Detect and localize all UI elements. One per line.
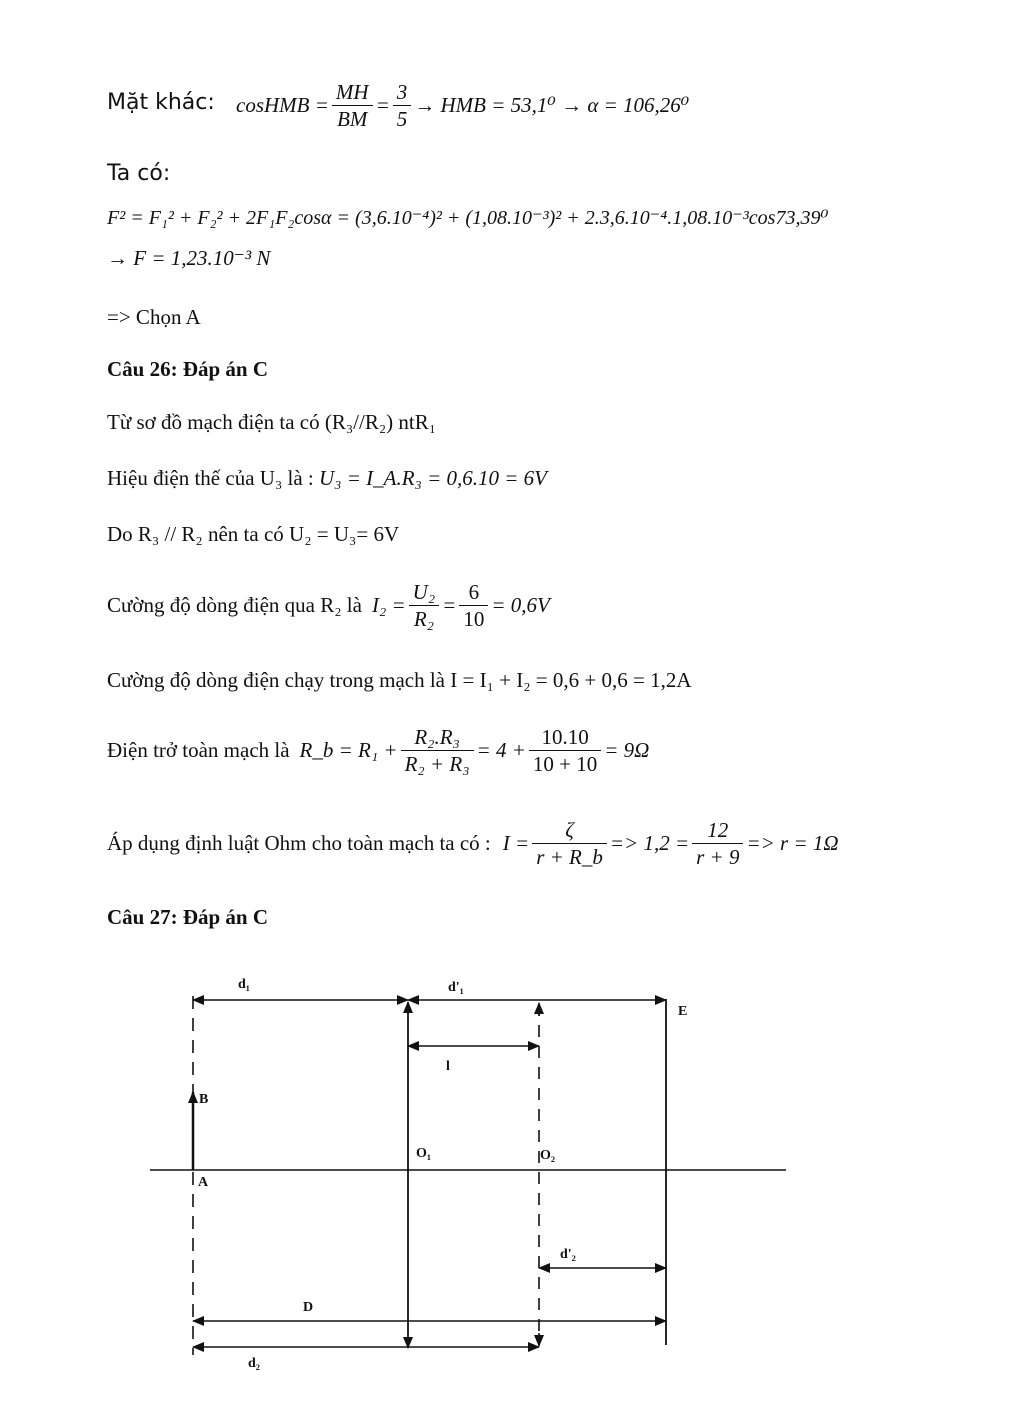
equals-sign: =: [442, 593, 457, 617]
label-d1: d₁: [238, 977, 250, 992]
force-result: → F = 1,23.10⁻³ N: [107, 246, 271, 270]
q27-heading: Câu 27: Đáp án C: [107, 905, 269, 929]
label-a: A: [198, 1175, 209, 1190]
frac-denominator: BM: [337, 106, 368, 131]
cos-eq-right: → HMB = 53,1⁰ → α = 106,26⁰: [414, 93, 690, 117]
frac-denominator: R₂ + R₃: [404, 751, 470, 776]
frac-denominator: r + R_b: [536, 844, 603, 869]
frac-denominator: r + 9: [696, 844, 740, 869]
q26-line7-text: Áp dụng định luật Ohm cho toàn mạch ta có :: [107, 831, 491, 855]
q26-line6-rhs: = 9Ω: [604, 738, 650, 762]
q26-line7-mid: => 1,2 =: [609, 831, 690, 855]
frac-numerator: 6: [459, 579, 488, 606]
q26-line6-text: Điện trở toàn mạch là: [107, 738, 290, 762]
q26-line2-text: Hiệu điện thế của U₃ là :: [107, 466, 314, 490]
equals-sign: =: [375, 93, 390, 117]
q26-line7-rhs: => r = 1Ω: [746, 831, 839, 855]
q26-line5: Cường độ dòng điện chạy trong mạch là I = I₁ + I₂ = 0,6 + 0,6 = 1,2A: [107, 668, 692, 692]
q26-line4-rhs: = 0,6V: [491, 593, 550, 617]
label-d2: d₂: [248, 1356, 260, 1371]
frac-numerator: U₂: [409, 579, 439, 606]
q26-line4-text: Cường độ dòng điện qua R₂ là: [107, 593, 362, 617]
frac-denominator: 10: [463, 606, 485, 631]
label-d2-prime: d'₂: [560, 1247, 576, 1262]
frac-numerator: 12: [692, 817, 743, 844]
cos-eq-left: cosHMB =: [236, 93, 329, 117]
q26-line6-lhs: R_b = R₁ +: [299, 738, 398, 762]
other-side-label: Mặt khác:: [107, 90, 215, 115]
q26-line3: Do R₃ // R₂ nên ta có U₂ = U₃= 6V: [107, 522, 400, 546]
frac-denominator: 10 + 10: [532, 751, 598, 776]
q26-line1: Từ sơ đồ mạch điện ta có (R₃//R₂) ntR₁: [107, 410, 437, 434]
frac-numerator: R₂.R₃: [401, 724, 474, 751]
frac-denominator: 5: [396, 106, 408, 131]
label-o2: O₂: [540, 1148, 556, 1163]
label-b: B: [199, 1092, 209, 1107]
label-d1-prime: d'₁: [448, 980, 464, 995]
q26-line2-math: U₃ = I_A.R₃ = 0,6.10 = 6V: [319, 466, 548, 490]
label-d: D: [303, 1300, 314, 1315]
q26-line6-mid: = 4 +: [476, 738, 526, 762]
we-have-label: Ta có:: [107, 161, 171, 186]
label-o1: O₁: [416, 1146, 432, 1161]
choose-answer: => Chọn A: [107, 305, 201, 329]
frac-numerator: 10.10: [529, 724, 601, 751]
label-l: l: [446, 1059, 450, 1074]
q26-heading: Câu 26: Đáp án C: [107, 357, 269, 381]
frac-numerator: ζ: [532, 817, 607, 844]
label-e: E: [678, 1004, 688, 1019]
frac-denominator: R₂: [413, 606, 434, 631]
q26-line7-lhs: I =: [502, 831, 530, 855]
frac-numerator: 3: [393, 79, 412, 106]
force-equation: F² = F₁² + F₂² + 2F₁F₂cosα = (3,6.10⁻⁴)² + (1,08.10⁻³)² + 2.3,6.10⁻⁴.1,08.10⁻³cos73,39⁰: [107, 207, 829, 229]
q26-line4-lhs: I₂ =: [371, 593, 406, 617]
frac-numerator: MH: [332, 79, 373, 106]
